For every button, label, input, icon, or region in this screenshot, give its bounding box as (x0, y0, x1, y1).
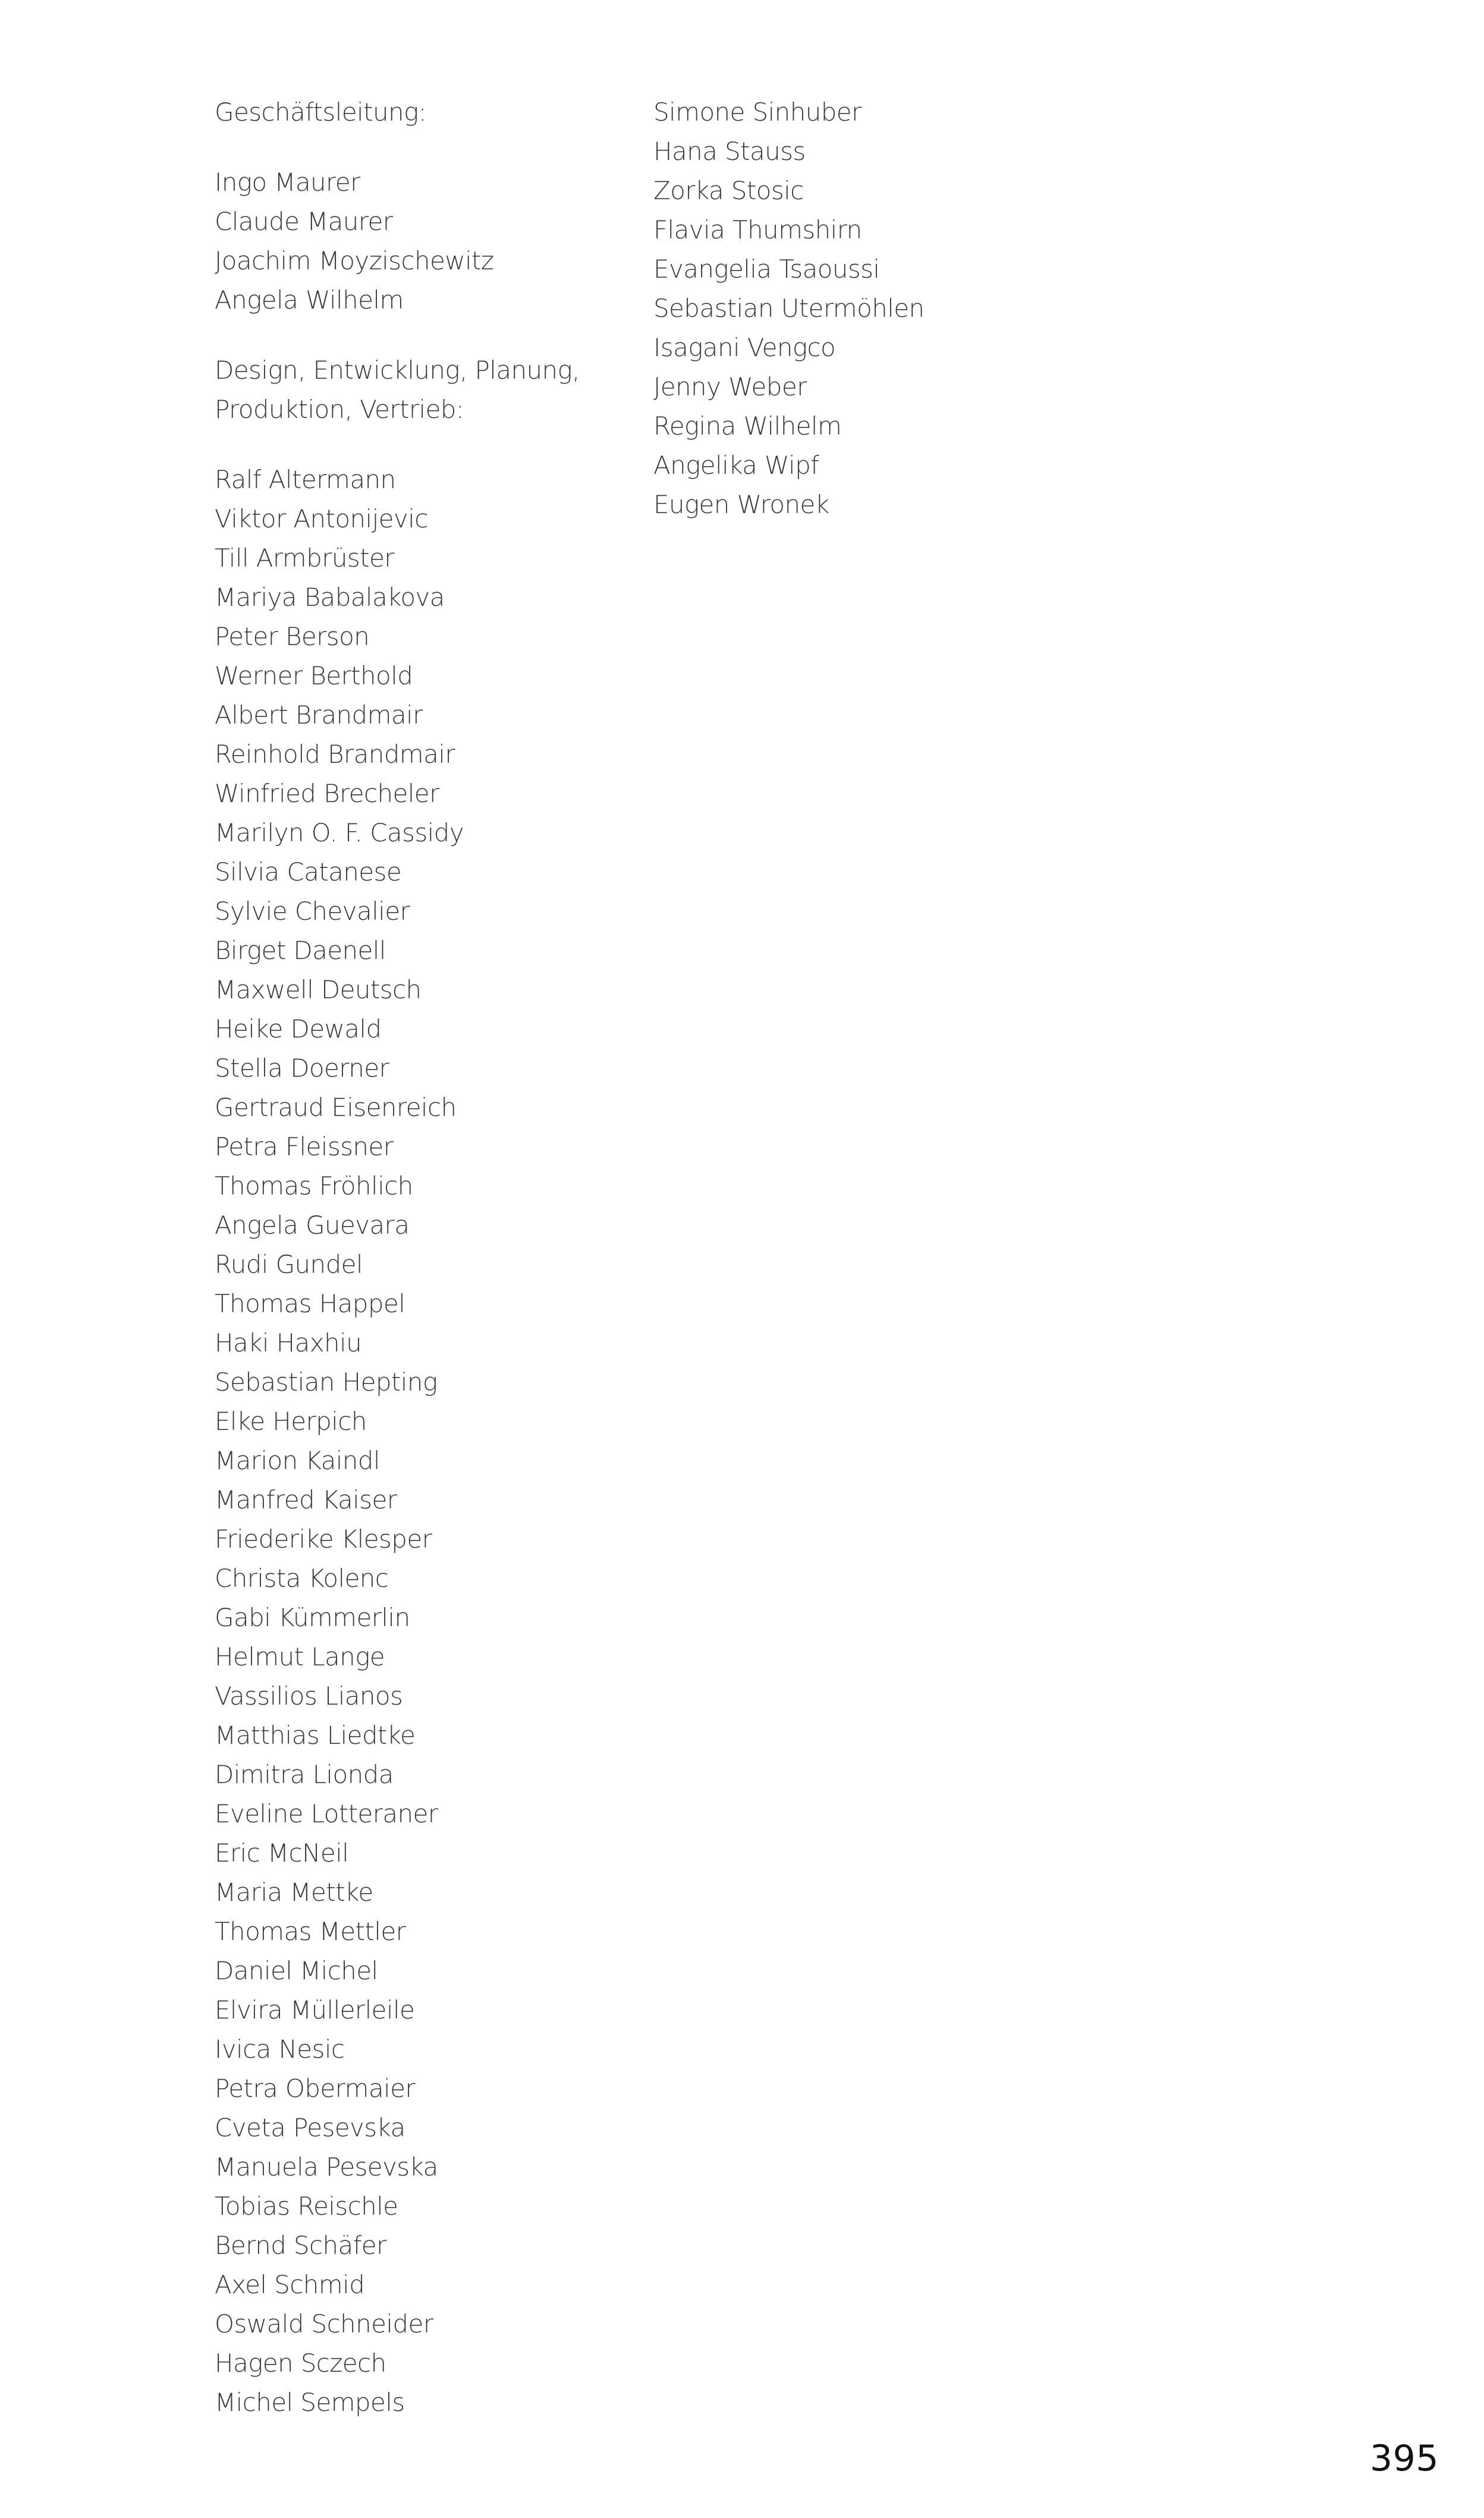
left-column (215, 93, 631, 2422)
staff-name: Cveta Pesevska (215, 2113, 405, 2142)
staff-name: Manfred Kaiser (215, 1485, 397, 1514)
staff-name: Ivica Nesic (215, 2035, 345, 2064)
staff-name: Silvia Catanese (215, 857, 402, 887)
staff-heading-line2: Produktion, Vertrieb: (215, 395, 464, 424)
management-name: Claude Maurer (215, 207, 393, 236)
staff-name: Simone Sinhuber (653, 98, 862, 127)
staff-name: Michel Sempels (215, 2388, 405, 2417)
staff-name: Angelika Wipf (653, 451, 819, 480)
right-column (653, 93, 1070, 524)
staff-name: Sebastian Hepting (215, 1368, 438, 1397)
staff-name: Sebastian Utermöhlen (653, 294, 925, 323)
staff-name: Ralf Altermann (215, 465, 396, 494)
staff-name: Viktor Antonijevic (215, 504, 428, 533)
staff-name: Werner Berthold (215, 661, 413, 690)
management-name: Angela Wilhelm (215, 285, 404, 315)
staff-heading-line1: Design, Entwicklung, Planung, (215, 356, 580, 385)
staff-name: Gertraud Eisenreich (215, 1093, 457, 1122)
staff-name: Till Armbrüster (215, 543, 394, 573)
staff-name: Oswald Schneider (215, 2309, 433, 2338)
page-number: 395 (1369, 2438, 1439, 2479)
staff-name: Stella Doerner (215, 1054, 389, 1083)
staff-name: Regina Wilhelm (653, 411, 842, 441)
staff-name: Rudi Gundel (215, 1250, 363, 1279)
staff-name: Thomas Happel (215, 1289, 405, 1318)
staff-name: Hana Stauss (653, 137, 806, 166)
staff-name: Thomas Mettler (215, 1917, 406, 1946)
staff-name: Eugen Wronek (653, 490, 829, 519)
staff-name: Heike Dewald (215, 1014, 382, 1043)
staff-name: Tobias Reischle (215, 2192, 398, 2221)
staff-name: Eveline Lotteraner (215, 1799, 438, 1828)
management-name: Joachim Moyzischewitz (215, 246, 494, 275)
staff-name: Axel Schmid (215, 2270, 365, 2299)
staff-name: Eric McNeil (215, 1838, 349, 1868)
staff-name: Angela Guevara (215, 1211, 410, 1240)
spacer (215, 132, 631, 163)
staff-name: Helmut Lange (215, 1642, 385, 1671)
staff-name: Marion Kaindl (215, 1446, 380, 1475)
staff-name: Manuela Pesevska (215, 2152, 438, 2181)
staff-name: Friederike Klesper (215, 1524, 432, 1554)
staff-name: Petra Fleissner (215, 1132, 394, 1161)
staff-name: Zorka Stosic (653, 176, 804, 205)
staff-name: Sylvie Chevalier (215, 897, 410, 926)
staff-name: Flavia Thumshirn (653, 215, 862, 244)
staff-name: Evangelia Tsaoussi (653, 254, 880, 284)
staff-list-left (215, 460, 631, 2422)
staff-name: Elke Herpich (215, 1407, 367, 1436)
staff-name: Gabi Kümmerlin (215, 1603, 410, 1632)
staff-name: Petra Obermaier (215, 2074, 416, 2103)
staff-name: Thomas Fröhlich (215, 1171, 413, 1200)
staff-name: Jenny Weber (653, 372, 807, 401)
staff-name: Birget Daenell (215, 936, 386, 965)
staff-name: Vassilios Lianos (215, 1681, 403, 1711)
management-heading: Geschäftsleitung: (215, 98, 427, 127)
staff-name: Hagen Sczech (215, 2349, 386, 2378)
staff-name: Haki Haxhiu (215, 1328, 362, 1357)
management-list (215, 163, 631, 320)
staff-name: Mariya Babalakova (215, 583, 445, 612)
staff-list-right (653, 93, 1070, 524)
spacer (215, 320, 631, 351)
staff-name: Isagani Vengco (653, 333, 836, 362)
staff-name: Marilyn O. F. Cassidy (215, 818, 464, 847)
staff-name: Maria Mettke (215, 1878, 373, 1907)
staff-name: Peter Berson (215, 622, 370, 651)
staff-name: Reinhold Brandmair (215, 740, 455, 769)
staff-name: Winfried Brecheler (215, 779, 439, 808)
staff-name: Christa Kolenc (215, 1564, 389, 1593)
staff-name: Maxwell Deutsch (215, 975, 422, 1004)
staff-name: Elvira Müllerleile (215, 1995, 415, 2025)
spacer (215, 429, 631, 460)
management-name: Ingo Maurer (215, 168, 360, 197)
staff-name: Bernd Schäfer (215, 2231, 386, 2260)
staff-name: Matthias Liedtke (215, 1721, 416, 1750)
staff-name: Dimitra Lionda (215, 1760, 394, 1789)
staff-name: Albert Brandmair (215, 700, 423, 730)
staff-name: Daniel Michel (215, 1956, 378, 1985)
